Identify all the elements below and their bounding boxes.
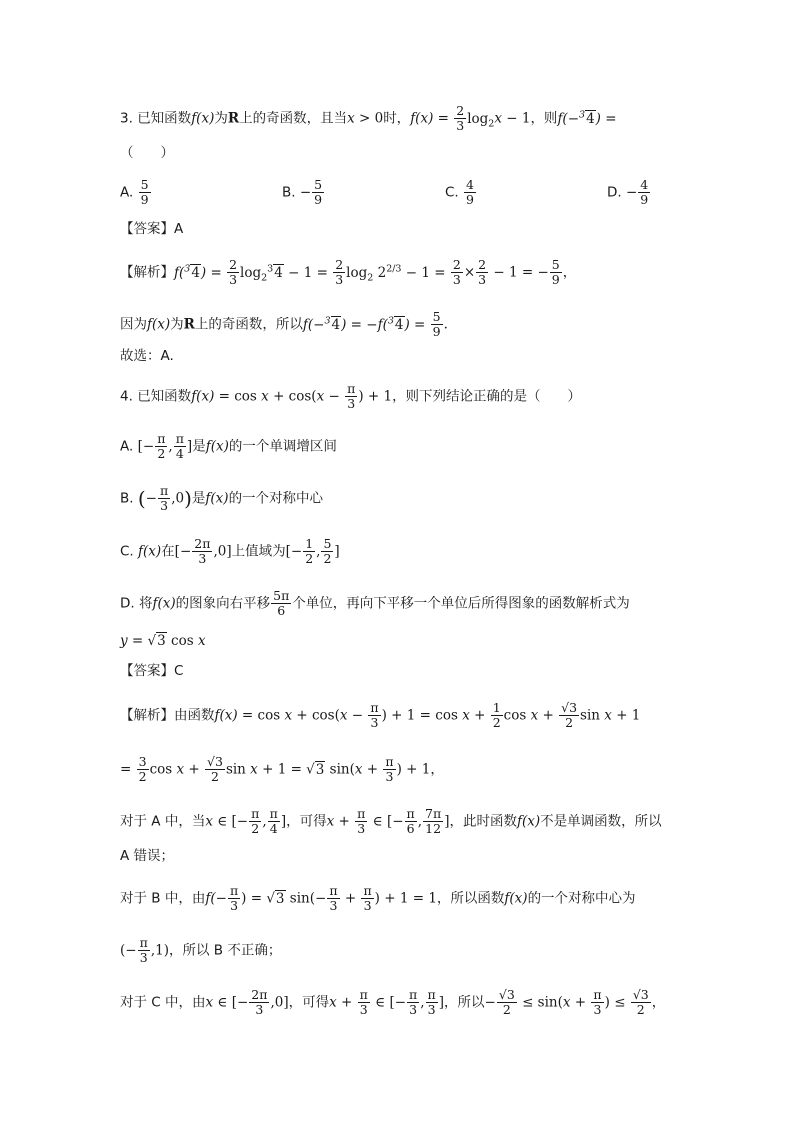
q3-stem: 3. 已知函数f(x)为R上的奇函数，且当x > 0时，f(x) = $\frac{2}{3}$ $\log_2x - 1$，则f(−$^3$4) = [120,103,617,133]
q4-stem: 4. 已知函数f(x) = cos x + cos(x − $\frac{\pi}{3}$ ) + 1，则下列结论正确的是（ ） [120,381,582,411]
q4-option-d-formula: y = √3 cos x [120,633,206,649]
q4-analysis-a: 对于 A 中，当x ∈ [− $\frac{\pi}{2}$ , $\frac{\pi}{4}$ ]，可得x + $\frac{\pi}{3}$ ∈ [− $\frac{\pi}{6}$ , $\frac{7\pi}{12}$ ]，此时函数f(x)不是单调函数，所以 [120,806,662,836]
q4-analysis-2: = $\frac{3}{2}$ cos x + $\frac{√3}{2}$ sin x + 1 = √3 sin(x + $\frac{\pi}{3}$ ) + 1， [120,754,444,784]
math-f-neg-cbrt4: f(−$^3$4) = [557,109,617,127]
q3-paren: （ ） [120,145,174,161]
q4-analysis-b-end: (− $\frac{\pi}{3}$ ,1)，所以 B 不正确； [120,935,282,965]
q4-analysis-1: 【解析】由函数f(x) = cos x + cos(x − $\frac{\pi}{3}$ ) + 1 = cos x + $\frac{1}{2}$ cos x + $\frac{√3}{2}$ sin x + 1 [120,700,641,730]
q3-option-b[interactable]: B. − $\frac{5}{9}$ [282,177,323,207]
q3-option-c[interactable]: C. $\frac{4}{9}$ [445,177,474,207]
q4-option-b[interactable]: B. (− $\frac{\pi}{3}$ ,0)是f(x)的一个对称中心 [120,483,324,513]
q3-answer: 【答案】A [120,221,184,237]
q3-choice: 故选：A. [120,348,174,364]
q3-odd-reason: 因为f(x)为R上的奇函数，所以f(−$^3$4) = −f($^3$4) = $\frac{5}{9}$ . [120,309,448,339]
q4-analysis-c: 对于 C 中，由x ∈ [− $\frac{2\pi}{3}$ ,0]，可得x + $\frac{\pi}{3}$ ∈ [− $\frac{\pi}{3}$ , $\frac{\pi}{3}$ ]，所以− $\frac{√3}{2}$ ≤ sin(x + $\frac{\pi}{3}$ ) ≤ $\frac{√3}{2}$ ， [120,987,666,1017]
q4-answer: 【答案】C [120,663,184,679]
q4-option-a[interactable]: A. [− $\frac{\pi}{2}$ , $\frac{\pi}{4}$ ]是f(x)的一个单调增区间 [120,431,337,461]
q4-analysis-a-end: A 错误； [120,848,175,864]
math-x-gt-0: x > 0 [347,110,384,127]
q3-option-a[interactable]: A. $\frac{5}{9}$ [120,177,149,207]
q3-analysis: 【解析】f($^3$4) = $\frac{2}{3}$ $\log_2^34 - 1$ = $\frac{2}{3}$ $\log_2 2^{2/3} - 1$ = $\frac{2}{3}$ × $\frac{2}{3}$ − 1 = − $\frac{5}{9}$ ， [120,257,577,287]
math-fx-def: f(x) = [410,110,454,127]
math-fx: f(x) [191,110,215,127]
q4-option-d[interactable]: D. 将f(x)的图象向右平移 $\frac{5\pi}{6}$ 个单位，再向下平移一个单位后所得图象的函数解析式为 [120,588,630,618]
q4-analysis-b: 对于 B 中，由f(− $\frac{\pi}{3}$ ) = √3 sin(− $\frac{\pi}{3}$ + $\frac{\pi}{3}$ ) + 1 = 1，所以函数f(x)的一个对称中心为 [120,883,636,913]
q3-option-d[interactable]: D. − $\frac{4}{9}$ [607,177,649,207]
q4-option-c[interactable]: C. f(x)在[− $\frac{2\pi}{3}$ ,0]上值域为[− $\frac{1}{2}$ , $\frac{5}{2}$ ] [120,536,340,566]
